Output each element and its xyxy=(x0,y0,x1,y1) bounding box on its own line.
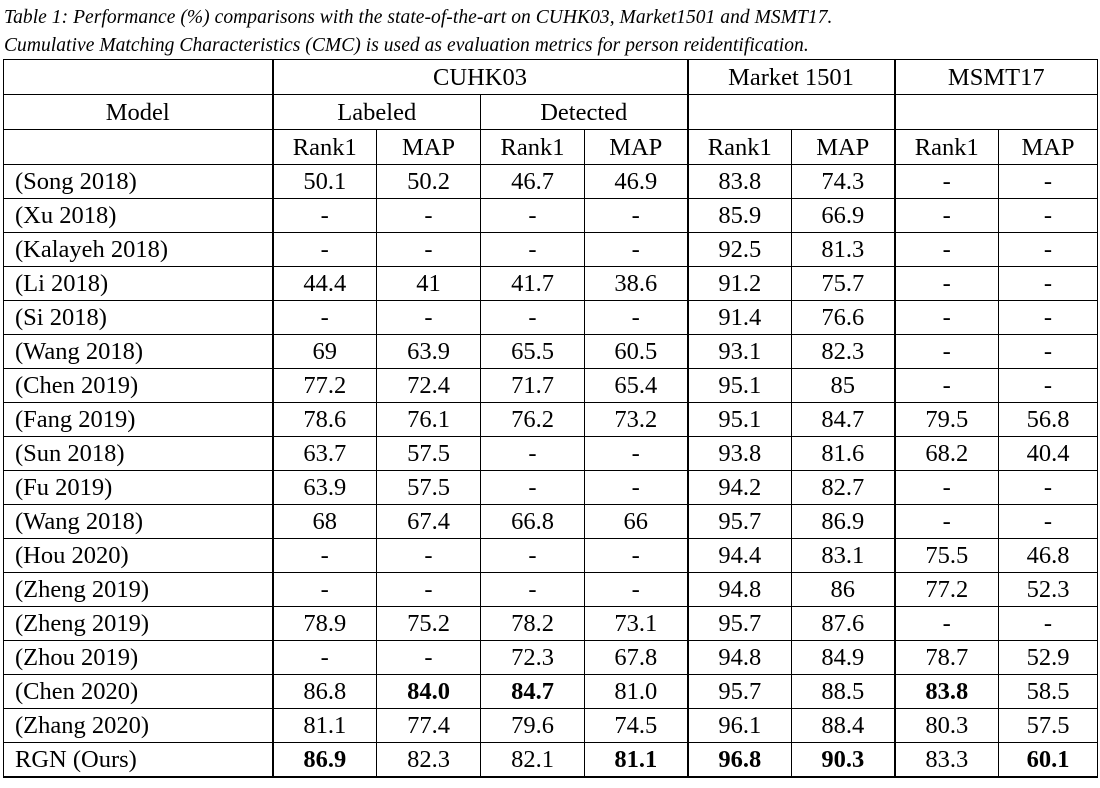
table-row xyxy=(4,539,1098,573)
value-cell: 83.8 xyxy=(688,165,792,199)
header-market-empty xyxy=(688,95,895,130)
value-cell: 63.9 xyxy=(273,471,377,505)
value-cell: 96.1 xyxy=(688,709,792,743)
value-cell: 50.1 xyxy=(273,165,377,199)
table-row xyxy=(4,233,1098,267)
value-cell: 77.2 xyxy=(895,573,999,607)
value-cell: 69 xyxy=(273,335,377,369)
value-cell: 95.7 xyxy=(688,607,792,641)
value-cell: 83.1 xyxy=(792,539,895,573)
value-cell: - xyxy=(377,539,481,573)
table-row xyxy=(4,607,1098,641)
value-cell: 90.3 xyxy=(792,743,895,778)
value-cell: - xyxy=(273,539,377,573)
value-cell: 52.9 xyxy=(999,641,1098,675)
model-name-cell: (Fu 2019) xyxy=(4,471,273,505)
value-cell: 86.9 xyxy=(273,743,377,778)
value-cell: 94.4 xyxy=(688,539,792,573)
header-rank1: Rank1 xyxy=(895,130,999,165)
value-cell: 50.2 xyxy=(377,165,481,199)
value-cell: 58.5 xyxy=(999,675,1098,709)
value-cell: - xyxy=(999,471,1098,505)
table-row xyxy=(4,641,1098,675)
value-cell: 95.7 xyxy=(688,675,792,709)
value-cell: 68 xyxy=(273,505,377,539)
value-cell: 88.4 xyxy=(792,709,895,743)
table-row xyxy=(4,505,1098,539)
value-cell: 80.3 xyxy=(895,709,999,743)
value-cell: 86.9 xyxy=(792,505,895,539)
value-cell: 94.8 xyxy=(688,573,792,607)
header-row-settings xyxy=(4,95,1098,130)
model-name-cell: (Song 2018) xyxy=(4,165,273,199)
value-cell: 60.1 xyxy=(999,743,1098,778)
model-name-cell: (Chen 2020) xyxy=(4,675,273,709)
model-name-cell: (Wang 2018) xyxy=(4,335,273,369)
value-cell: 93.8 xyxy=(688,437,792,471)
value-cell: 72.3 xyxy=(481,641,585,675)
value-cell: 93.1 xyxy=(688,335,792,369)
value-cell: 76.6 xyxy=(792,301,895,335)
value-cell: - xyxy=(585,301,688,335)
value-cell: 95.1 xyxy=(688,369,792,403)
value-cell: - xyxy=(895,165,999,199)
value-cell: 76.2 xyxy=(481,403,585,437)
model-name-cell: (Wang 2018) xyxy=(4,505,273,539)
value-cell: 85.9 xyxy=(688,199,792,233)
value-cell: 66.9 xyxy=(792,199,895,233)
table-row xyxy=(4,199,1098,233)
value-cell: - xyxy=(895,471,999,505)
value-cell: 57.5 xyxy=(377,437,481,471)
value-cell: 84.9 xyxy=(792,641,895,675)
table-row xyxy=(4,743,1098,778)
value-cell: 83.3 xyxy=(895,743,999,778)
value-cell: - xyxy=(481,573,585,607)
value-cell: 85 xyxy=(792,369,895,403)
value-cell: 84.7 xyxy=(481,675,585,709)
header-map: MAP xyxy=(585,130,688,165)
value-cell: 81.3 xyxy=(792,233,895,267)
value-cell: - xyxy=(481,233,585,267)
value-cell: 79.5 xyxy=(895,403,999,437)
value-cell: 72.4 xyxy=(377,369,481,403)
value-cell: - xyxy=(895,369,999,403)
value-cell: 94.2 xyxy=(688,471,792,505)
value-cell: 82.3 xyxy=(792,335,895,369)
table-row xyxy=(4,437,1098,471)
value-cell: 94.8 xyxy=(688,641,792,675)
model-name-cell: (Chen 2019) xyxy=(4,369,273,403)
value-cell: 74.5 xyxy=(585,709,688,743)
results-table xyxy=(3,59,1098,778)
value-cell: 46.9 xyxy=(585,165,688,199)
value-cell: - xyxy=(585,471,688,505)
header-map: MAP xyxy=(377,130,481,165)
value-cell: 57.5 xyxy=(999,709,1098,743)
value-cell: 84.7 xyxy=(792,403,895,437)
value-cell: 82.1 xyxy=(481,743,585,778)
value-cell: - xyxy=(585,199,688,233)
value-cell: - xyxy=(895,335,999,369)
value-cell: 78.7 xyxy=(895,641,999,675)
table-row xyxy=(4,335,1098,369)
value-cell: 75.2 xyxy=(377,607,481,641)
value-cell: - xyxy=(377,233,481,267)
value-cell: - xyxy=(999,335,1098,369)
model-name-cell: (Fang 2019) xyxy=(4,403,273,437)
value-cell: - xyxy=(273,199,377,233)
value-cell: - xyxy=(481,437,585,471)
value-cell: 82.3 xyxy=(377,743,481,778)
table-row xyxy=(4,709,1098,743)
header-market1501: Market 1501 xyxy=(688,60,895,95)
model-name-cell: (Si 2018) xyxy=(4,301,273,335)
value-cell: 71.7 xyxy=(481,369,585,403)
value-cell: 46.7 xyxy=(481,165,585,199)
value-cell: - xyxy=(481,301,585,335)
value-cell: 52.3 xyxy=(999,573,1098,607)
header-msmt17: MSMT17 xyxy=(895,60,1098,95)
value-cell: - xyxy=(273,573,377,607)
value-cell: 77.2 xyxy=(273,369,377,403)
value-cell: - xyxy=(999,369,1098,403)
header-detected: Detected xyxy=(481,95,688,130)
table-row xyxy=(4,675,1098,709)
value-cell: 81.1 xyxy=(585,743,688,778)
value-cell: 41.7 xyxy=(481,267,585,301)
model-name-cell: (Sun 2018) xyxy=(4,437,273,471)
value-cell: - xyxy=(999,505,1098,539)
value-cell: 87.6 xyxy=(792,607,895,641)
value-cell: - xyxy=(895,301,999,335)
value-cell: 74.3 xyxy=(792,165,895,199)
value-cell: 68.2 xyxy=(895,437,999,471)
value-cell: 88.5 xyxy=(792,675,895,709)
table-caption xyxy=(4,4,1096,60)
model-name-cell: (Kalayeh 2018) xyxy=(4,233,273,267)
value-cell: - xyxy=(999,165,1098,199)
value-cell: - xyxy=(481,471,585,505)
value-cell: - xyxy=(895,607,999,641)
value-cell: - xyxy=(481,539,585,573)
model-name-cell: (Zhou 2019) xyxy=(4,641,273,675)
value-cell: - xyxy=(895,267,999,301)
header-cuhk03: CUHK03 xyxy=(273,60,688,95)
model-name-cell: RGN (Ours) xyxy=(4,743,273,778)
value-cell: 82.7 xyxy=(792,471,895,505)
caption-line-1: Table 1: Performance (%) comparisons with the state-of-the-art on CUHK03, Market1501 and MSMT17. xyxy=(4,7,833,28)
value-cell: 91.4 xyxy=(688,301,792,335)
value-cell: 76.1 xyxy=(377,403,481,437)
value-cell: 75.5 xyxy=(895,539,999,573)
table-row xyxy=(4,573,1098,607)
header-model: Model xyxy=(4,95,273,130)
value-cell: 73.2 xyxy=(585,403,688,437)
value-cell: 78.2 xyxy=(481,607,585,641)
value-cell: - xyxy=(377,573,481,607)
header-rank1: Rank1 xyxy=(273,130,377,165)
table-row xyxy=(4,267,1098,301)
model-name-cell: (Xu 2018) xyxy=(4,199,273,233)
header-rank1: Rank1 xyxy=(481,130,585,165)
value-cell: - xyxy=(377,301,481,335)
model-name-cell: (Zheng 2019) xyxy=(4,607,273,641)
value-cell: - xyxy=(895,199,999,233)
value-cell: - xyxy=(377,199,481,233)
header-msmt-empty xyxy=(895,95,1098,130)
header-row-metrics xyxy=(4,130,1098,165)
caption-line-2: Cumulative Matching Characteristics (CMC) is used as evaluation metrics for person reidentification. xyxy=(4,35,809,56)
value-cell: - xyxy=(999,199,1098,233)
value-cell: 44.4 xyxy=(273,267,377,301)
value-cell: 73.1 xyxy=(585,607,688,641)
value-cell: 46.8 xyxy=(999,539,1098,573)
value-cell: 81.0 xyxy=(585,675,688,709)
value-cell: - xyxy=(377,641,481,675)
value-cell: 65.4 xyxy=(585,369,688,403)
value-cell: - xyxy=(585,233,688,267)
value-cell: 67.4 xyxy=(377,505,481,539)
table-row xyxy=(4,369,1098,403)
value-cell: - xyxy=(273,233,377,267)
header-map: MAP xyxy=(999,130,1098,165)
value-cell: 75.7 xyxy=(792,267,895,301)
value-cell: - xyxy=(895,233,999,267)
value-cell: 83.8 xyxy=(895,675,999,709)
value-cell: 81.1 xyxy=(273,709,377,743)
header-labeled: Labeled xyxy=(273,95,481,130)
value-cell: - xyxy=(999,233,1098,267)
value-cell: 56.8 xyxy=(999,403,1098,437)
table-row xyxy=(4,165,1098,199)
model-name-cell: (Zheng 2019) xyxy=(4,573,273,607)
value-cell: 65.5 xyxy=(481,335,585,369)
value-cell: 77.4 xyxy=(377,709,481,743)
value-cell: 95.7 xyxy=(688,505,792,539)
model-name-cell: (Hou 2020) xyxy=(4,539,273,573)
table-row xyxy=(4,301,1098,335)
model-name-cell: (Li 2018) xyxy=(4,267,273,301)
value-cell: 81.6 xyxy=(792,437,895,471)
value-cell: 95.1 xyxy=(688,403,792,437)
value-cell: 91.2 xyxy=(688,267,792,301)
value-cell: - xyxy=(481,199,585,233)
value-cell: 40.4 xyxy=(999,437,1098,471)
value-cell: - xyxy=(273,641,377,675)
value-cell: 57.5 xyxy=(377,471,481,505)
value-cell: 79.6 xyxy=(481,709,585,743)
header-rank1: Rank1 xyxy=(688,130,792,165)
value-cell: 96.8 xyxy=(688,743,792,778)
value-cell: 38.6 xyxy=(585,267,688,301)
model-name-cell: (Zhang 2020) xyxy=(4,709,273,743)
value-cell: 63.7 xyxy=(273,437,377,471)
header-blank-cell xyxy=(4,60,273,95)
value-cell: 86 xyxy=(792,573,895,607)
header-row-datasets xyxy=(4,60,1098,95)
table-row xyxy=(4,471,1098,505)
value-cell: - xyxy=(273,301,377,335)
value-cell: 84.0 xyxy=(377,675,481,709)
value-cell: 60.5 xyxy=(585,335,688,369)
header-map: MAP xyxy=(792,130,895,165)
value-cell: - xyxy=(585,573,688,607)
value-cell: 41 xyxy=(377,267,481,301)
value-cell: - xyxy=(999,607,1098,641)
value-cell: - xyxy=(999,267,1098,301)
header-metric-blank xyxy=(4,130,273,165)
value-cell: - xyxy=(999,301,1098,335)
value-cell: 67.8 xyxy=(585,641,688,675)
value-cell: - xyxy=(895,505,999,539)
table-row xyxy=(4,403,1098,437)
value-cell: 63.9 xyxy=(377,335,481,369)
value-cell: 66.8 xyxy=(481,505,585,539)
value-cell: 86.8 xyxy=(273,675,377,709)
value-cell: 92.5 xyxy=(688,233,792,267)
value-cell: 78.9 xyxy=(273,607,377,641)
value-cell: - xyxy=(585,437,688,471)
value-cell: - xyxy=(585,539,688,573)
value-cell: 66 xyxy=(585,505,688,539)
value-cell: 78.6 xyxy=(273,403,377,437)
